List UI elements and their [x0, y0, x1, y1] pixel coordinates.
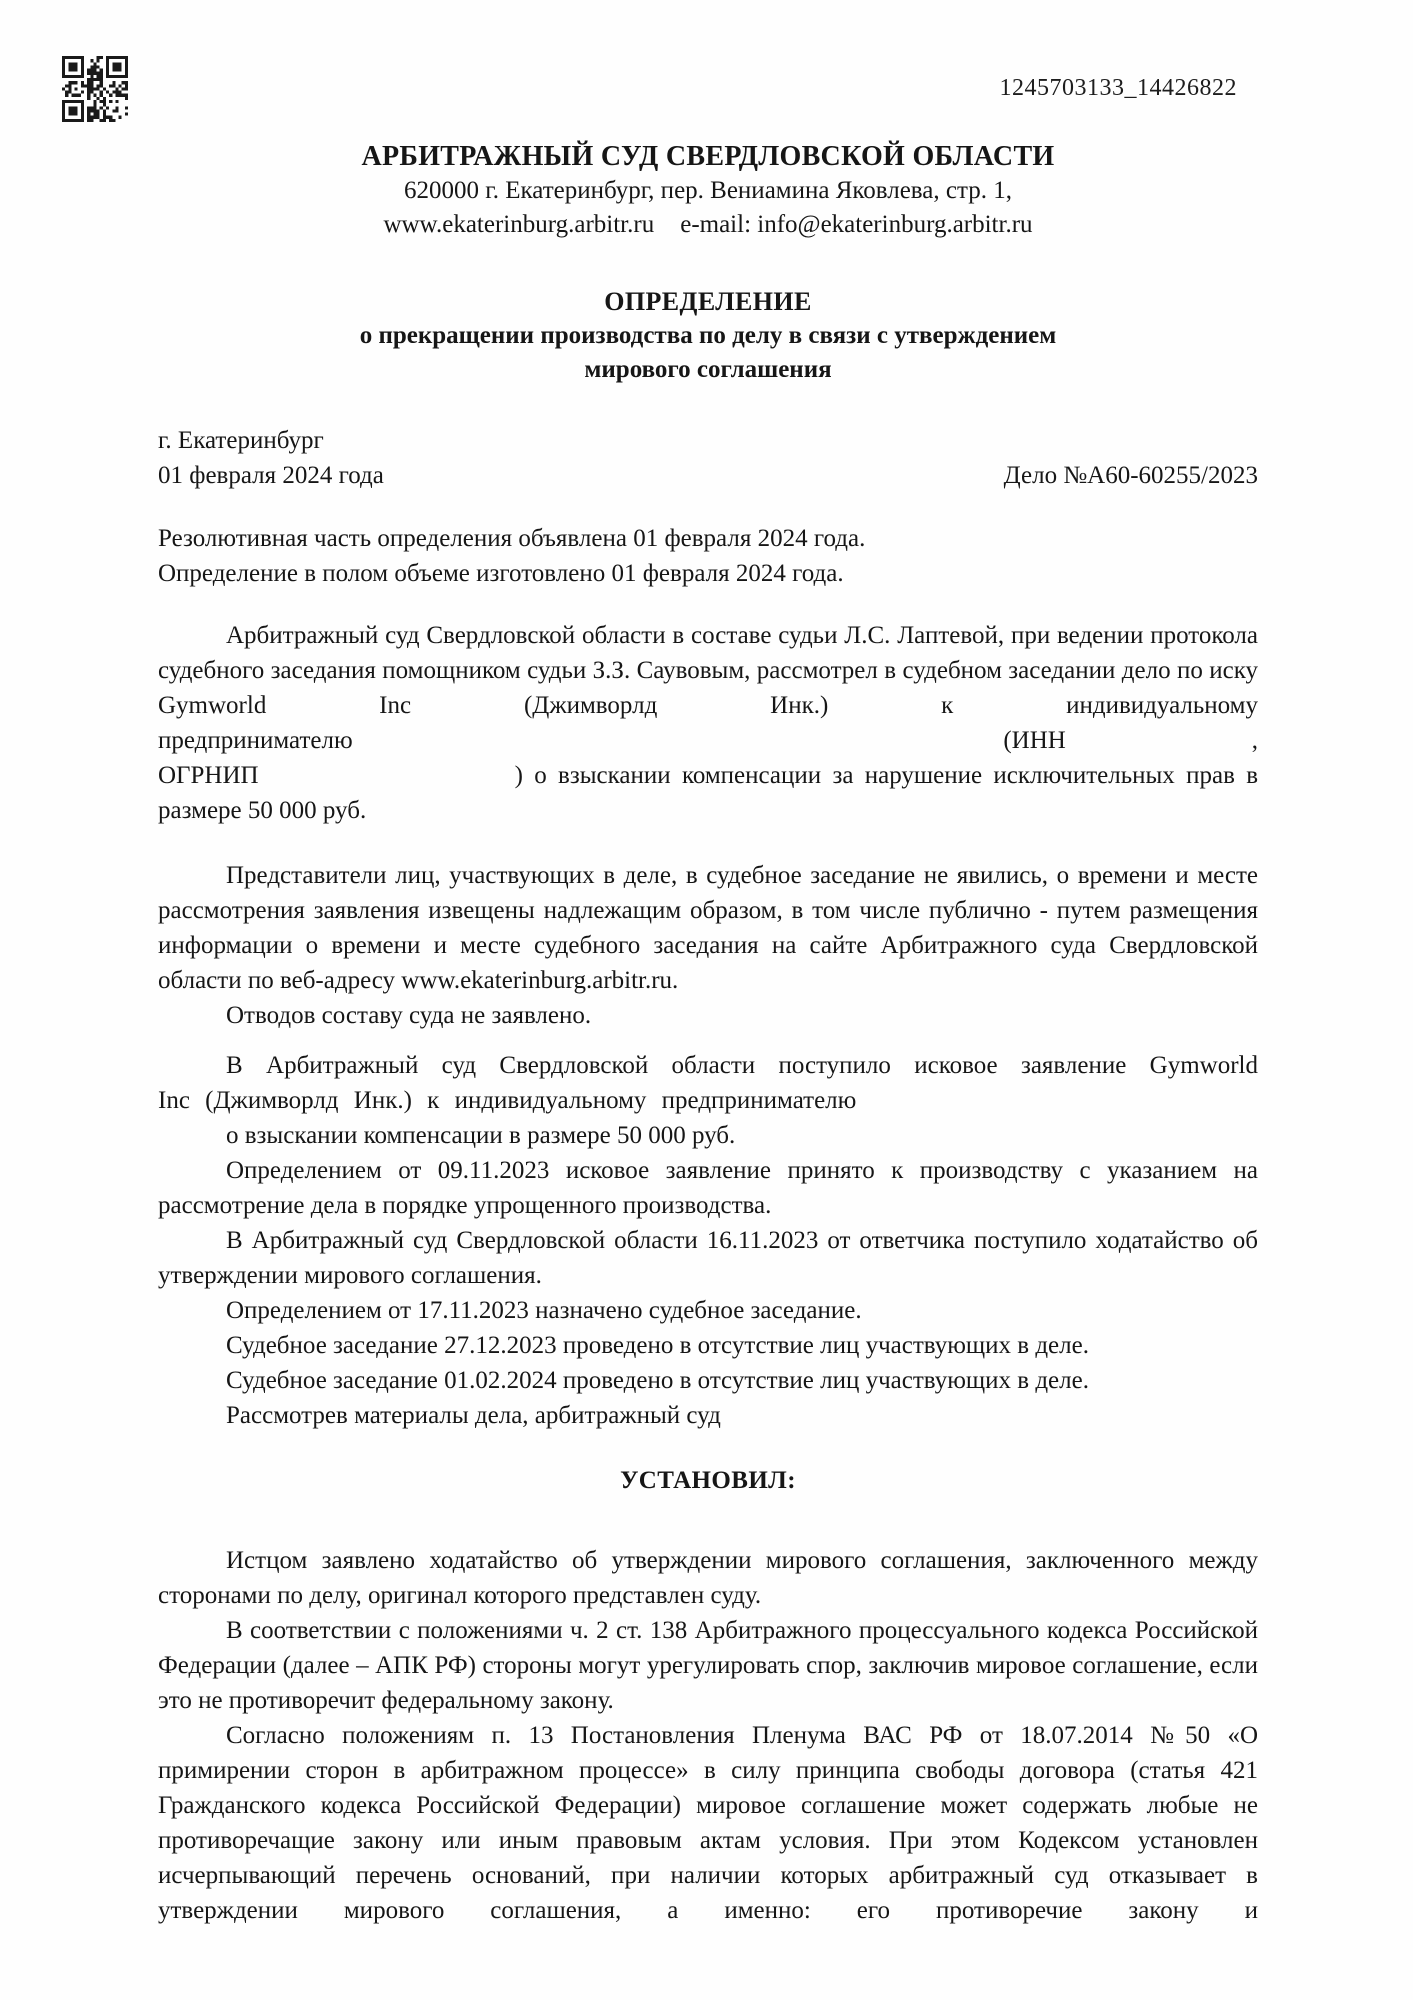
text-comma: , — [1251, 727, 1258, 754]
text-inn-label: (ИНН — [1003, 727, 1066, 754]
paragraph-representatives: Представители лиц, участвующих в деле, в судебное заседание не явились, о времени и месте рассмотрения заявления извещены надлежащим образом, в том числе публично - путем размещения информации о времени и месте судебного заседания на сайте Арбитражного суда Свердловской области по веб-адресу www.ekaterinburg.arbitr.ru. — [158, 862, 1258, 994]
redacted-line-ogrnip — [158, 758, 1258, 793]
text-claim-tail: ) о взыскании компенсации за нарушение исключительных прав в — [514, 762, 1258, 789]
document-title: ОПРЕДЕЛЕНИЕ — [604, 287, 812, 316]
document-subtitle-line2: мирового соглашения — [584, 356, 832, 383]
court-contacts — [158, 208, 1258, 242]
section-heading-ustanovil: УСТАНОВИЛ: — [620, 1467, 796, 1494]
court-header — [158, 140, 1258, 242]
issue-date: 01 февраля 2024 года — [158, 462, 384, 489]
paragraph-case-intro: Арбитражный суд Свердловской области в составе судьи Л.С. Лаптевой, при ведении протокола судебного заседания помощником судьи З.З. Саувовым, рассмотрел в судебном заседании дело по иску Gymworld Inc (Джимворлд Инк.) к индивидуальному — [158, 622, 1258, 719]
paragraph-motion-1611: В Арбитражный суд Свердловской области 16.11.2023 от ответчика поступило ходатайство об утверждении мирового соглашения. — [158, 1227, 1258, 1289]
text-claim-amount: размере 50 000 руб. — [158, 797, 367, 824]
paragraph-no-recusals: Отводов составу суда не заявлено. — [226, 1002, 592, 1029]
paragraph-claim-filed-line3: о взыскании компенсации в размере 50 000 руб. — [226, 1122, 736, 1149]
text-entrepreneur: предпринимателю — [158, 727, 353, 754]
paragraph-apk-138: В соответствии с положениями ч. 2 ст. 138 Арбитражного процессуального кодекса Российской Федерации (далее – АПК РФ) стороны могут урегулировать спор, заключив мировое соглашение, если это не противоречит федеральному закону. — [158, 1617, 1258, 1714]
paragraph-claim-filed-line2: Inc (Джимворлд Инк.) к индивидуальному предпринимателю — [158, 1087, 857, 1114]
court-address: 620000 г. Екатеринбург, пер. Вениамина Яковлева, стр. 1, — [404, 177, 1012, 204]
paragraph-ruling-0911: Определением от 09.11.2023 исковое заявление принято к производству с указанием на рассмотрение дела в порядке упрощенного производства. — [158, 1157, 1258, 1219]
issue-city: г. Екатеринбург — [158, 427, 324, 454]
paragraph-plaintiff-motion: Истцом заявлено ходатайство об утверждении мирового соглашения, заключенного между сторонами по делу, оригинал которого представлен суду. — [158, 1547, 1258, 1609]
resolutive-part-line: Резолютивная часть определения объявлена 01 февраля 2024 года. — [158, 525, 866, 552]
document-stamp-number: 1245703133_14426822 — [999, 75, 1237, 101]
court-name: АРБИТРАЖНЫЙ СУД СВЕРДЛОВСКОЙ ОБЛАСТИ — [361, 141, 1055, 172]
document-content — [158, 0, 1258, 1928]
document-subtitle-line1: о прекращении производства по делу в связи с утверждением — [359, 322, 1057, 349]
paragraph-hearing-2712: Судебное заседание 27.12.2023 проведено в отсутствие лиц участвующих в деле. — [226, 1332, 1089, 1359]
case-number: Дело №А60-60255/2023 — [1003, 462, 1258, 489]
document-title-block — [158, 284, 1258, 387]
paragraph-hearing-0102: Судебное заседание 01.02.2024 проведено в отсутствие лиц участвующих в деле. — [226, 1367, 1089, 1394]
paragraph-considered: Рассмотрев материалы дела, арбитражный суд — [226, 1402, 721, 1429]
paragraph-claim-filed-line1: В Арбитражный суд Свердловской области поступило исковое заявление Gymworld — [226, 1052, 1258, 1079]
full-text-line: Определение в полом объеме изготовлено 01 февраля 2024 года. — [158, 560, 844, 587]
text-ogrnip-label: ОГРНИП — [158, 762, 259, 789]
court-website: www.ekaterinburg.arbitr.ru — [383, 211, 655, 238]
redacted-line-inn — [158, 723, 1258, 758]
paragraph-ruling-1711: Определением от 17.11.2023 назначено судебное заседание. — [226, 1297, 862, 1324]
qr-code-icon — [62, 56, 128, 122]
court-email: e-mail: info@ekaterinburg.arbitr.ru — [680, 211, 1033, 238]
date-case-row — [158, 458, 1258, 493]
paragraph-plenum-13: Согласно положениям п. 13 Постановления Пленума ВАС РФ от 18.07.2014 №50 «О примирении сторон в арбитражном процессе» в силу принципа свободы договора (статья 421 Гражданского кодекса Российской Федерации) мировое соглашение может содержать любые не противоречащие закону или иным правовым актам условия. При этом Кодексом установлен исчерпывающий перечень оснований, при наличии которых арбитражный суд отказывает в утверждении мирового соглашения, а именно: его противоречие закону и — [158, 1722, 1258, 1924]
